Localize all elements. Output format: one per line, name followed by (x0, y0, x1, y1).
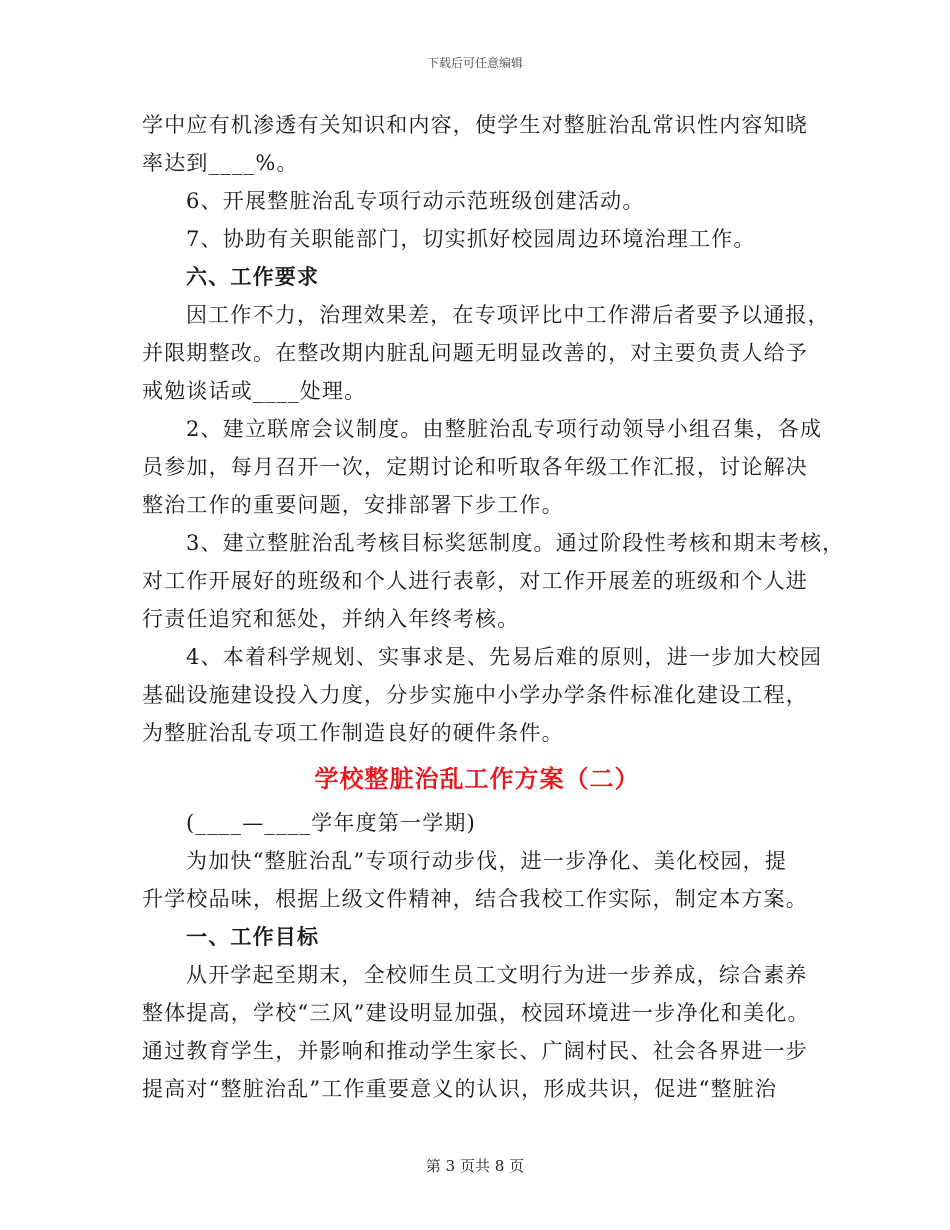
header-note: 下载后可任意编辑 (426, 56, 523, 70)
paragraph-item-3 (142, 524, 845, 638)
section-heading: 六、工作要求 (186, 264, 320, 289)
text-line: 对工作开展好的班级和个人进行表彰，对工作开展差的班级和个人进 (142, 569, 808, 593)
section-title: 学校整脏治乱工作方案（二） (314, 764, 640, 793)
text-line: 7、协助有关职能部门，切实抓好校园周边环境治理工作。 (186, 227, 756, 251)
paragraph-semester (142, 804, 812, 842)
page-number: 第 3 页共 8 页 (425, 1157, 525, 1175)
paragraph-item-4 (142, 638, 823, 752)
text-line: 为整脏治乱专项工作制造良好的硬件条件。 (142, 721, 564, 745)
heading-work-goals (142, 918, 812, 956)
text-line: 行责任追究和惩处，并纳入年终考核。 (142, 607, 520, 631)
heading-work-requirements (142, 258, 812, 296)
text-line: 员参加，每月召开一次，定期讨论和听取各年级工作汇报，讨论解决 (142, 455, 808, 479)
text-line: 基础设施建设投入力度，分步实施中小学办学条件标准化建设工程， (142, 683, 808, 707)
text-line: 3、建立整脏治乱考核目标奖惩制度。通过阶段性考核和期末考核， (186, 531, 845, 555)
text-line: 并限期整改。在整改期内脏乱问题无明显改善的，对主要负责人给予 (142, 341, 808, 365)
text-line: 学中应有机渗透有关知识和内容，使学生对整脏治乱常识性内容知晓 (142, 113, 808, 137)
text-line: 整治工作的重要问题，安排部署下步工作。 (142, 493, 564, 517)
text-line: 率达到____%。 (142, 151, 299, 175)
text-line: 从开学起至期末，全校师生员工文明行为进一步养成，综合素养 (186, 963, 808, 987)
text-line: 整体提高，学校“三风”建设明显加强，校园环境进一步净化和美化。 (142, 1001, 810, 1025)
text-line: 通过教育学生，并影响和推动学生家长、广阔村民、社会各界进一步 (142, 1039, 808, 1063)
text-line: 4、本着科学规划、实事求是、先易后难的原则，进一步加大校园 (186, 645, 823, 669)
paragraph-item-6 (142, 182, 812, 220)
text-line: 提高对“整脏治乱”工作重要意义的认识，形成共识，促进“整脏治 (142, 1077, 778, 1101)
paragraph-intro (142, 842, 812, 918)
text-line: 戒勉谈话或____处理。 (142, 379, 367, 403)
paragraph-item-2 (142, 410, 823, 524)
text-line: (____—____学年度第一学期) (186, 811, 476, 835)
text-line: 升学校品味，根据上级文件精神，结合我校工作实际，制定本方案。 (142, 887, 808, 911)
text-line: 2、建立联席会议制度。由整脏治乱专项行动领导小组召集，各成 (186, 417, 823, 441)
document-body (142, 106, 845, 1108)
text-line: 因工作不力，治理效果差，在专项评比中工作滞后者要予以通报， (186, 303, 830, 327)
paragraph-item-7 (142, 220, 812, 258)
paragraph-goals (142, 956, 812, 1108)
section-heading: 一、工作目标 (186, 924, 320, 949)
paragraph-1 (142, 106, 812, 182)
text-line: 为加快“整脏治乱”专项行动步伐，进一步净化、美化校园，提 (186, 849, 788, 873)
paragraph-requirements (142, 296, 830, 410)
text-line: 6、开展整脏治乱专项行动示范班级创建活动。 (186, 189, 645, 213)
